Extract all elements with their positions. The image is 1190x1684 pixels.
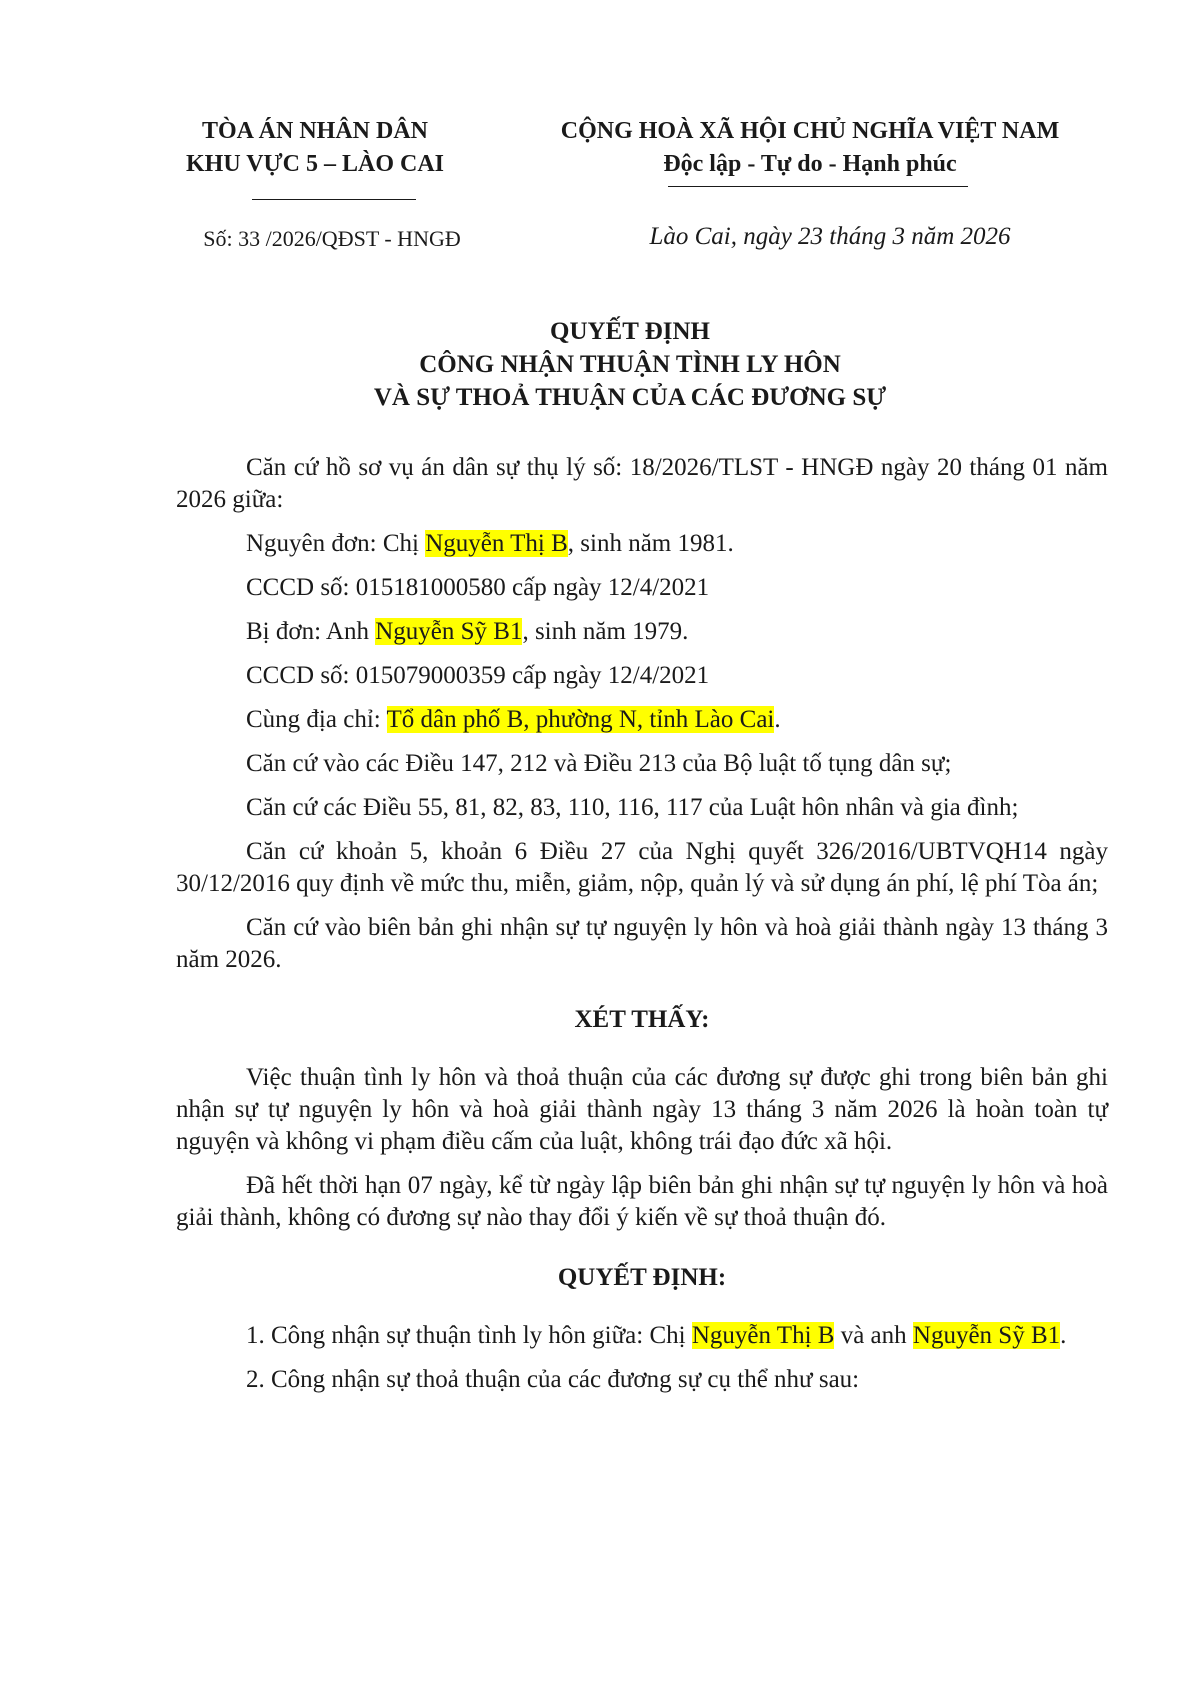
preamble-court-fees	[176, 836, 1108, 900]
text-segment: .	[774, 706, 781, 733]
text-segment: Nguyên đơn: Chị	[246, 530, 426, 557]
findings-paragraph: Việc thuận tình ly hôn và thoả thuận của các đương sự được ghi trong biên bản ghi nhận sự tự nguyện ly hôn và hoà giải thành ngày 13 tháng 3 năm 2026 là hoàn toàn tự nguyện và không vi phạm điều cấm của luật, không trái đạo đức xã hội.	[176, 1064, 1108, 1155]
title-line-2: CÔNG NHẬN THUẬN TÌNH LY HÔN	[419, 351, 841, 378]
text-segment: và anh	[834, 1322, 913, 1349]
court-name: TÒA ÁN NHÂN DÂN	[201, 118, 428, 144]
highlighted-text: Nguyễn Thị B	[425, 530, 568, 557]
preamble-plaintiff	[176, 528, 1108, 560]
decision-item-2	[176, 1364, 1108, 1396]
text-segment: Căn cứ hồ sơ vụ án dân sự thụ lý số: 18/2026/TLST - HNGĐ ngày 20 tháng 01 năm 2026 giữa:	[176, 454, 1108, 513]
text-segment: Căn cứ khoản 5, khoản 6 Điều 27 của Nghị quyết 326/2016/UBTVQH14 ngày 30/12/2016 quy định về mức thu, miễn, giảm, nộp, quản lý và sử dụng án phí, lệ phí Tòa án;	[176, 838, 1108, 897]
state-motto: Độc lập - Tự do - Hạnh phúc	[663, 151, 957, 177]
highlighted-text: Nguyễn Sỹ B1	[375, 618, 523, 645]
motto-underline	[668, 186, 968, 187]
state-name: CỘNG HOÀ XÃ HỘI CHỦ NGHĨA VIỆT NAM	[560, 118, 1060, 144]
preamble-family-law	[176, 792, 1108, 824]
text-segment: 2. Công nhận sự thoả thuận của các đương sự cụ thể như sau:	[246, 1366, 860, 1393]
text-segment: CCCD số: 015181000580 cấp ngày 12/4/2021	[246, 574, 710, 601]
decision-item-1	[176, 1320, 1108, 1352]
highlighted-text: Nguyễn Thị B	[691, 1322, 835, 1349]
text-segment: , sinh năm 1981.	[567, 530, 734, 557]
state-header	[520, 115, 1100, 181]
text-segment: CCCD số: 015079000359 cấp ngày 12/4/2021	[246, 662, 710, 689]
preamble-defendant-id	[176, 660, 1108, 692]
highlighted-text: Nguyễn Sỹ B1	[912, 1322, 1061, 1349]
title-line-3: VÀ SỰ THOẢ THUẬN CỦA CÁC ĐƯƠNG SỰ	[373, 384, 887, 411]
text-segment: 1. Công nhận sự thuận tình ly hôn giữa: Chị	[246, 1322, 692, 1349]
text-segment: , sinh năm 1979.	[522, 618, 689, 645]
document-title	[150, 315, 1110, 414]
place-date: Lào Cai, ngày 23 tháng 3 năm 2026	[649, 223, 1011, 250]
text-segment: Căn cứ các Điều 55, 81, 82, 83, 110, 116, 117 của Luật hôn nhân và gia đình;	[246, 794, 1019, 821]
findings-heading: XÉT THẤY:	[574, 1006, 710, 1033]
court-region: KHU VỰC 5 – LÀO CAI	[185, 151, 444, 177]
preamble-address	[176, 704, 1108, 736]
document-body	[176, 452, 1108, 1396]
decision-heading: QUYẾT ĐỊNH:	[557, 1264, 727, 1291]
document-number: Số: 33 /2026/QĐST - HNGĐ	[203, 226, 461, 251]
text-segment: Cùng địa chỉ:	[246, 706, 387, 733]
highlighted-text: Tổ dân phố B, phường N, tỉnh Lào Cai	[386, 706, 775, 733]
preamble-civil-procedure	[176, 748, 1108, 780]
title-line-1: QUYẾT ĐỊNH	[550, 318, 710, 345]
text-segment: .	[1060, 1322, 1067, 1349]
preamble-plaintiff-id	[176, 572, 1108, 604]
findings-paragraph: Đã hết thời hạn 07 ngày, kể từ ngày lập biên bản ghi nhận sự tự nguyện ly hôn và hoà giải thành, không có đương sự nào thay đổi ý kiến về sự thoả thuận đó.	[176, 1172, 1108, 1231]
text-segment: Bị đơn: Anh	[246, 618, 376, 645]
text-segment: Căn cứ vào biên bản ghi nhận sự tự nguyện ly hôn và hoà giải thành ngày 13 tháng 3 năm 2026.	[176, 914, 1108, 973]
court-header	[150, 115, 480, 181]
text-segment: Căn cứ vào các Điều 147, 212 và Điều 213 của Bộ luật tố tụng dân sự;	[246, 750, 952, 777]
preamble-case-file	[176, 452, 1108, 516]
preamble-reconciliation-record	[176, 912, 1108, 976]
preamble-defendant	[176, 616, 1108, 648]
court-underline	[252, 199, 416, 200]
